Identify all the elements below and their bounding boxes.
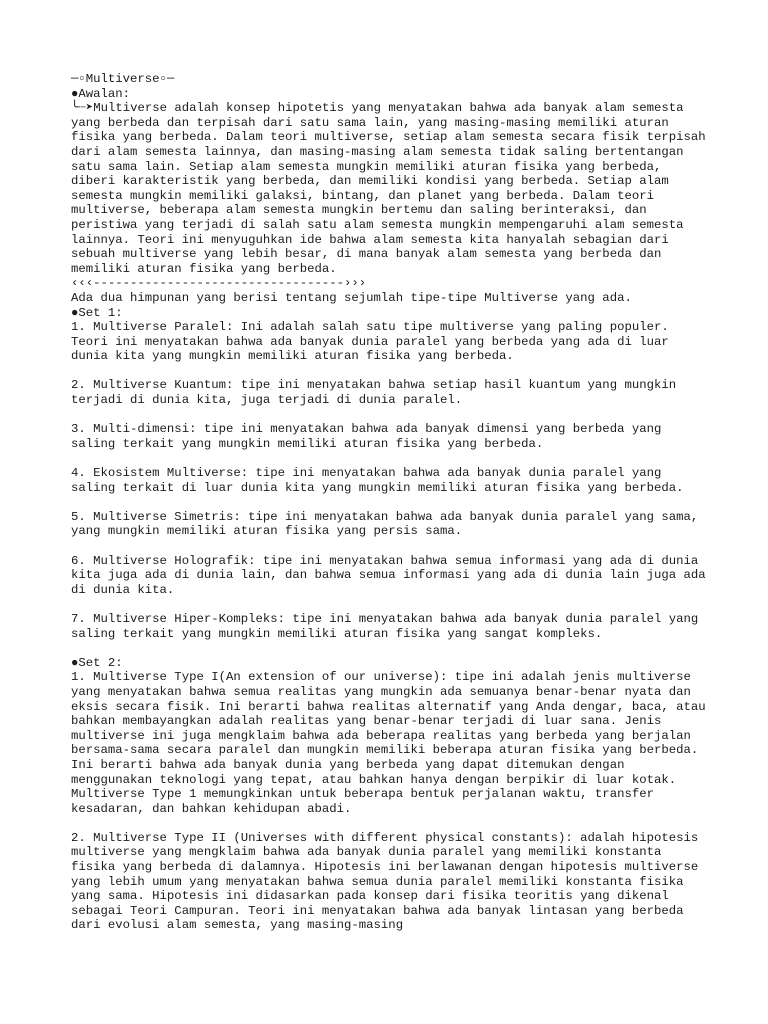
set2-heading: ●Set 2:	[71, 655, 123, 670]
set1-item-4: 4. Ekosistem Multiverse: tipe ini menyatakan bahwa ada banyak dunia paralel yang saling terkait di luar dunia kita yang mungkin memiliki aturan fisika yang berbeda.	[71, 466, 684, 495]
document-title: ─▫Multiverse▫─	[71, 72, 175, 86]
document-page	[71, 72, 714, 933]
set1-item-5: 5. Multiverse Simetris: tipe ini menyatakan bahwa ada banyak dunia paralel yang sama, yang mungkin memiliki aturan fisika yang persis sama.	[71, 509, 706, 539]
awalan-paragraph: ╰┈➤Multiverse adalah konsep hipotetis yang menyatakan bahwa ada banyak alam semesta yang berbeda dan terpisah dari satu sama lain, yang masing-masing memiliki aturan fisika yang berbeda. Dalam teori multiverse, setiap alam semesta secara fisik terpisah dari alam semesta lainnya, dan masing-masing alam semesta tidak saling bertentangan satu sama lain. Setiap alam semesta mungkin memiliki aturan fisika yang berbeda, diberi karakteristik yang berbeda, dan memiliki kondisi yang berbeda. Setiap alam semesta mungkin memiliki galaksi, bintang, dan planet yang berbeda. Dalam teori multiverse, beberapa alam semesta mungkin bertemu dan saling berinteraksi, dan peristiwa yang terjadi di salah satu alam semesta mungkin mempengaruhi alam semesta lainnya. Teori ini menyuguhkan ide bahwa alam semesta kita hanyalah sebagian dari sebuah multiverse yang lebih besar, di mana banyak alam semesta yang berbeda dan memiliki aturan fisika yang berbeda.	[71, 101, 714, 276]
intro-paragraph: Ada dua himpunan yang berisi tentang sejumlah tipe-tipe Multiverse yang ada.	[71, 290, 632, 305]
awalan-heading: ●Awalan:	[71, 86, 131, 101]
set1-item-6: 6. Multiverse Holografik: tipe ini menyatakan bahwa semua informasi yang ada di dunia kita juga ada di dunia lain, dan bahwa semua informasi yang ada di dunia lain juga ada di dunia kita.	[71, 553, 714, 597]
set1-heading: ●Set 1:	[71, 305, 123, 320]
set2-item-2: 2. Multiverse Type II (Universes with different physical constants): adalah hipotesis multiverse yang mengklaim bahwa ada banyak dunia paralel yang memiliki konstanta fisika yang berbeda di dalamnya. Hipotesis ini berlawanan dengan hipotesis multiverse yang lebih umum yang menyatakan bahwa semua dunia paralel memiliki konstanta fisika yang sama. Hipotesis ini didasarkan pada konsep dari fisika teoritis yang dikenal sebagai Teori Campuran. Teori ini menyatakan bahwa ada banyak lintasan yang berbeda dari evolusi alam semesta, yang masing-masing	[71, 830, 706, 933]
section-divider: ‹‹‹----------------------------------›››	[71, 276, 367, 291]
set1-item-1: 1. Multiverse Paralel: Ini adalah salah satu tipe multiverse yang paling populer. Teori ini menyatakan bahwa ada banyak dunia paralel yang berbeda yang ada di luar dunia kita yang mungkin memiliki aturan fisika yang berbeda.	[71, 320, 677, 364]
set2-item-1: 1. Multiverse Type I(An extension of our universe): tipe ini adalah jenis multiverse yang menyatakan bahwa semua realitas yang mungkin ada semuanya benar-benar nyata dan eksis secara fisik. Ini berarti bahwa realitas alternatif yang Anda dengar, baca, atau bahkan membayangkan adalah realitas yang benar-benar terjadi di luar sana. Jenis multiverse ini juga mengklaim bahwa ada beberapa realitas yang berbeda yang berjalan bersama-sama secara paralel dan mungkin memiliki beberapa aturan fisika yang berbeda. Ini berarti bahwa ada banyak dunia yang berbeda yang dapat ditemukan dengan menggunakan teknologi yang tepat, atau bahkan hanya dengan berpikir di luar kotak. Multiverse Type 1 memungkinkan untuk beberapa bentuk perjalanan waktu, transfer kesadaran, dan bahkan kehidupan abadi.	[71, 670, 714, 816]
set1-item-3: 3. Multi-dimensi: tipe ini menyatakan bahwa ada banyak dimensi yang berbeda yang saling terkait yang mungkin memiliki aturan fisika yang berbeda.	[71, 422, 669, 451]
set1-item-2: 2. Multiverse Kuantum: tipe ini menyatakan bahwa setiap hasil kuantum yang mungkin terjadi di dunia kita, juga terjadi di dunia paralel.	[71, 378, 684, 408]
set1-item-7: 7. Multiverse Hiper-Kompleks: tipe ini menyatakan bahwa ada banyak dunia paralel yang saling terkait yang mungkin memiliki aturan fisika yang sangat kompleks.	[71, 611, 706, 641]
